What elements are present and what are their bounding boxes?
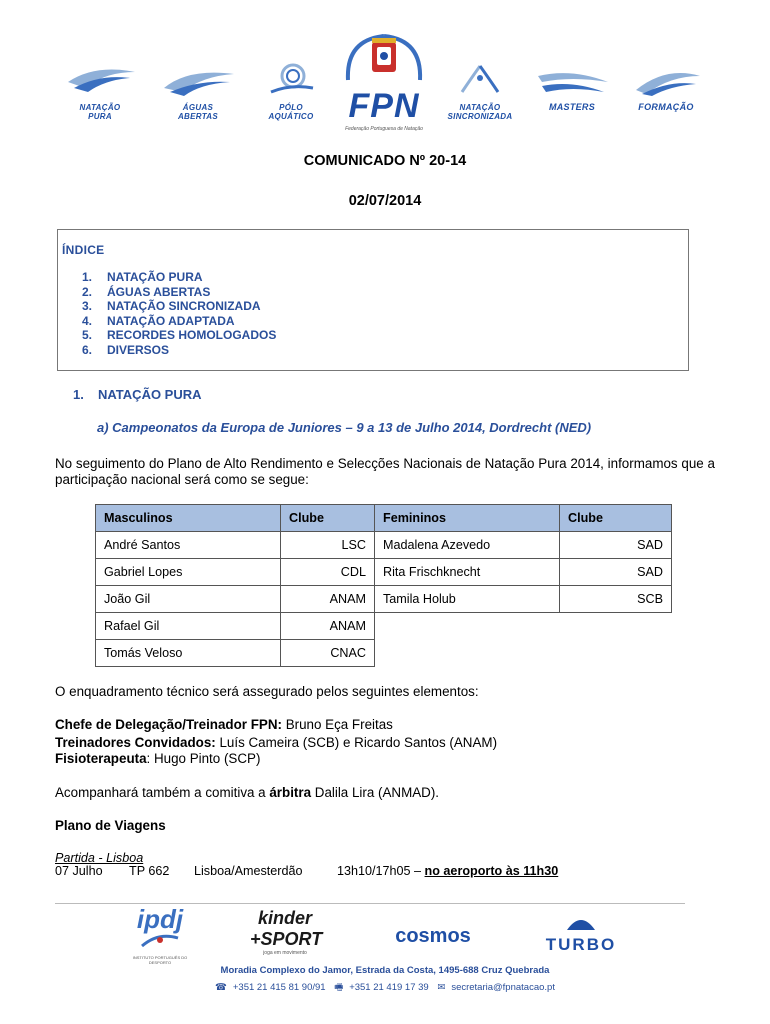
logo-natacao-sincronizada-line1: NATAÇÃO	[459, 103, 501, 112]
index-item[interactable]	[82, 299, 276, 314]
sponsor-ipdj-sub: INSTITUTO PORTUGUÊS DO DESPORTO	[132, 955, 188, 965]
roster-table	[95, 504, 672, 667]
flight-note: no aeroporto às 11h30	[424, 864, 559, 878]
sponsor-kinder-text: kinder +SPORT	[250, 908, 323, 949]
staff-name: : Hugo Pinto (SCP)	[146, 751, 261, 766]
staff-role: Chefe de Delegação/Treinador FPN:	[55, 717, 282, 732]
table-cell: ANAM	[281, 586, 375, 613]
table-cell: CNAC	[281, 640, 375, 667]
index-item-number: 4.	[82, 313, 93, 328]
staff-line	[55, 735, 497, 751]
staff-intro: O enquadramento técnico será assegurado pelos seguintes elementos:	[55, 684, 479, 699]
table-cell: Rafael Gil	[96, 613, 281, 640]
staff-name: Luís Cameira (SCB) e Ricardo Santos (ANAM)	[215, 735, 498, 750]
formacao-swoosh-icon	[626, 62, 706, 98]
index-box	[57, 229, 689, 371]
table-cell: CDL	[281, 559, 375, 586]
logo-aguas-abertas	[158, 62, 238, 122]
table-cell: Madalena Azevedo	[375, 532, 560, 559]
index-item[interactable]	[82, 343, 276, 358]
referee-line	[55, 785, 439, 801]
table-header-row	[96, 505, 672, 532]
water-polo-ball-icon	[253, 62, 329, 98]
sponsor-turbo-logo	[540, 914, 622, 955]
sponsor-cosmos-logo	[378, 925, 488, 948]
logo-masters	[532, 62, 612, 122]
table-cell: SAD	[560, 559, 672, 586]
flight-route: Lisboa/Amesterdão	[194, 864, 303, 878]
table-cell: André Santos	[96, 532, 281, 559]
index-item[interactable]	[82, 314, 276, 329]
logo-formacao-line1: FORMAÇÃO	[638, 102, 694, 112]
fpn-logo-text: FPN	[348, 87, 420, 125]
logo-natacao-pura	[60, 62, 140, 122]
table-cell: Rita Frischknecht	[375, 559, 560, 586]
table-row	[96, 532, 672, 559]
table-cell: Tomás Veloso	[96, 640, 281, 667]
travel-heading: Plano de Viagens	[55, 818, 166, 833]
sponsor-kinder-sub: joga em movimento	[263, 950, 307, 956]
footer-email[interactable]: secretaria@fpnatacao.pt	[451, 982, 555, 993]
wave-swoosh-icon	[158, 62, 238, 98]
sponsor-kinder-logo	[250, 908, 323, 956]
logo-aguas-abertas-line2: ABERTAS	[177, 112, 219, 121]
index-item[interactable]	[82, 285, 276, 300]
masters-swoosh-icon	[532, 62, 612, 98]
sponsor-ipdj-text: ipdj	[136, 904, 184, 934]
table-cell: ANAM	[281, 613, 375, 640]
sponsor-ipdj-logo	[128, 906, 192, 965]
flight-date: 07 Julho	[55, 864, 103, 878]
flight-times: 13h10/17h05 –	[337, 864, 422, 878]
column-header: Clube	[281, 505, 375, 532]
section-title: NATAÇÃO PURA	[98, 387, 202, 402]
turbo-dome-icon	[561, 914, 601, 930]
column-header: Femininos	[375, 505, 560, 532]
logo-natacao-sincronizada-line2: SINCRONIZADA	[447, 112, 513, 121]
table-cell: Gabriel Lopes	[96, 559, 281, 586]
index-item-number: 1.	[82, 270, 93, 284]
table-row	[96, 559, 672, 586]
logo-natacao-sincronizada	[440, 62, 520, 122]
flight-times-line	[337, 863, 558, 879]
staff-line	[55, 751, 260, 767]
fpn-logo-subtitle: Federação Portuguesa de Natação	[345, 126, 423, 132]
logo-formacao	[626, 62, 706, 122]
staff-role: Treinadores Convidados:	[55, 735, 216, 750]
column-header: Clube	[560, 505, 672, 532]
logo-natacao-pura-line2: PURA	[88, 112, 112, 121]
logo-polo-aquatico	[253, 62, 329, 122]
index-item[interactable]	[82, 270, 276, 285]
table-cell: LSC	[281, 532, 375, 559]
index-item-label: ÁGUAS ABERTAS	[107, 284, 211, 299]
table-cell: SCB	[560, 586, 672, 613]
table-cell: SAD	[560, 532, 672, 559]
logo-masters-line1: MASTERS	[548, 102, 596, 112]
footer-phone: +351 21 415 81 90/91	[232, 982, 326, 993]
referee-pre: Acompanhará também a comitiva a	[55, 785, 270, 800]
index-item-number: 2.	[82, 284, 93, 299]
logo-natacao-pura-line1: NATAÇÃO	[79, 103, 121, 112]
logo-polo-aquatico-line1: PÓLO	[279, 103, 303, 112]
fpn-crest-icon	[338, 30, 430, 90]
table-row	[96, 613, 672, 640]
index-item-number: 3.	[82, 299, 93, 313]
table-cell-empty	[375, 640, 560, 667]
sponsor-turbo-text: TURBO	[545, 935, 617, 954]
index-item-number: 6.	[82, 342, 93, 357]
synchro-figure-icon	[440, 62, 520, 98]
document-title: COMUNICADO Nº 20-14	[303, 153, 467, 169]
table-cell: Tamila Holub	[375, 586, 560, 613]
swimmer-swoosh-icon	[60, 62, 140, 98]
logo-polo-aquatico-line2: AQUÁTICO	[268, 112, 314, 121]
sponsor-cosmos-text: cosmos	[395, 925, 471, 947]
referee-bold: árbitra	[269, 785, 312, 800]
index-item[interactable]	[82, 328, 276, 343]
column-header: Masculinos	[96, 505, 281, 532]
table-row	[96, 640, 672, 667]
fax-icon: 🖷	[334, 982, 344, 993]
table-row	[96, 586, 672, 613]
table-cell-empty	[560, 613, 672, 640]
index-list	[82, 270, 276, 357]
staff-line	[55, 717, 393, 733]
subsection-heading: a) Campeonatos da Europa de Juniores – 9 a 13 de Julho 2014, Dordrecht (NED)	[97, 420, 592, 435]
ipdj-figure-icon	[138, 932, 182, 950]
flight-number: TP 662	[129, 864, 170, 878]
footer-address: Moradia Complexo do Jamor, Estrada da Costa, 1495-688 Cruz Quebrada	[220, 965, 550, 976]
referee-post: Dalila Lira (ANMAD).	[311, 785, 440, 800]
table-cell: João Gil	[96, 586, 281, 613]
email-icon: ✉	[437, 982, 446, 993]
index-item-number: 5.	[82, 328, 93, 342]
phone-icon: ☎	[215, 982, 227, 993]
staff-name: Bruno Eça Freitas	[281, 717, 393, 732]
section-number: 1.	[73, 387, 84, 402]
fpn-logo	[338, 30, 430, 136]
departure-label: Partida - Lisboa	[55, 851, 144, 865]
table-cell-empty	[560, 640, 672, 667]
footer-contact	[0, 980, 770, 996]
index-item-label: NATAÇÃO ADAPTADA	[107, 313, 235, 328]
section-heading	[73, 387, 202, 402]
index-item-label: NATAÇÃO SINCRONIZADA	[107, 299, 261, 313]
index-item-label: RECORDES HOMOLOGADOS	[107, 328, 277, 342]
index-item-label: NATAÇÃO PURA	[107, 270, 203, 284]
staff-role: Fisioterapeuta	[55, 751, 147, 766]
index-heading: ÍNDICE	[62, 243, 105, 257]
logo-aguas-abertas-line1: ÁGUAS	[182, 103, 214, 112]
document-date: 02/07/2014	[348, 193, 422, 209]
index-item-label: DIVERSOS	[107, 342, 170, 357]
footer-fax: +351 21 419 17 39	[349, 982, 429, 993]
table-cell-empty	[375, 613, 560, 640]
intro-paragraph: No seguimento do Plano de Alto Rendimento e Selecções Nacionais de Natação Pura 2014, informamos que a participação nacional será como se segue:	[55, 456, 715, 487]
